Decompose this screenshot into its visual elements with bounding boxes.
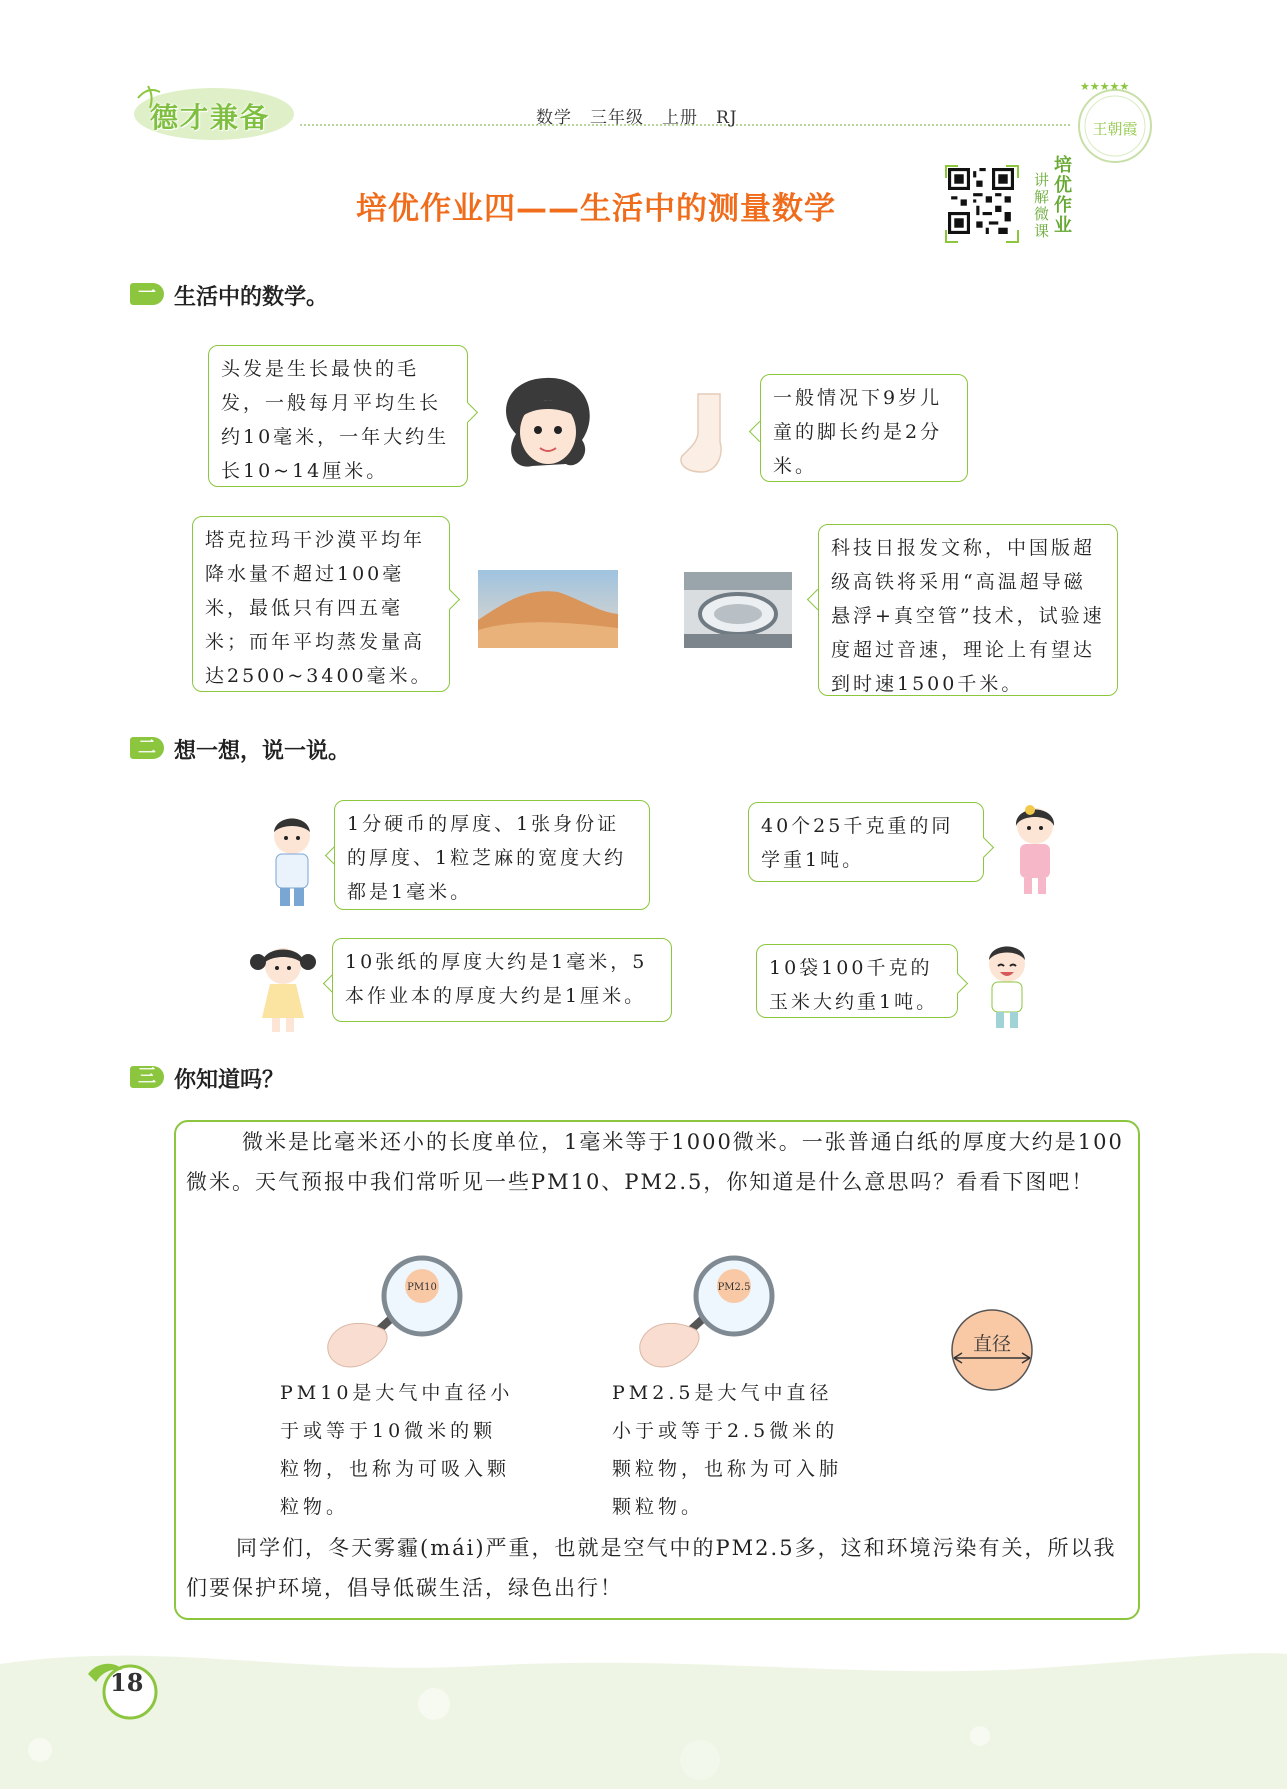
bubble-paper-thickness: 10张纸的厚度大约是1毫米，5本作业本的厚度大约是1厘米。 [332,938,672,1022]
section-2-heading: 想一想，说一说。 [174,739,351,764]
diameter-label: 直径 [972,1333,1012,1355]
girl-face-icon [496,374,600,474]
qr-label-large: 培优作业 [1054,155,1072,236]
pm10-caption: PM10是大气中直径小于或等于10微米的颗粒物，也称为可吸入颗粒物。 [280,1382,514,1518]
foot-icon [676,392,736,476]
bubble-maglev-speed: 科技日报发文称，中国版超级高铁将采用“高温超导磁悬浮+真空管”技术，试验速度超过音速，理论上有望达到时速1500千米。 [818,524,1118,696]
page-number: 18 [110,1668,144,1697]
maglev-train-photo [684,572,792,648]
micrometer-intro: 微米是比毫米还小的长度单位，1毫米等于1000微米。一张普通白纸的厚度大约是100微米。天气预报中我们常听见一些PM10、PM2.5，你知道是什么意思吗？看看下图吧！ [186,1130,1124,1194]
svg-text:★★★★★: ★★★★★ [1080,80,1130,93]
bubble-foot-length: 一般情况下9岁儿童的脚长约是2分米。 [760,374,968,482]
boy-laughing-icon [978,940,1036,1030]
page-title: 培优作业四——生活中的测量数学 [356,191,836,227]
lens-pm10-label: PM10 [407,1282,437,1293]
badge-text: 王朝霞 [1092,120,1138,138]
bubble-hair-growth: 头发是生长最快的毛发，一般每月平均生长约10毫米，一年大约生长10~14厘米。 [208,345,468,487]
girl-pigtails-icon [248,938,318,1034]
lens-pm25-label: PM2.5 [717,1282,751,1293]
diameter-diagram [948,1306,1036,1394]
section-2-number: 二 [130,737,164,759]
magnifier-pm10-icon [324,1252,474,1370]
bubble-one-millimeter: 1分硬币的厚度、1张身份证的厚度、1粒芝麻的宽度大约都是1毫米。 [334,800,650,910]
qr-label-small: 讲解微课 [1034,171,1050,240]
footer-wave-background [0,1640,1287,1789]
section-3-heading: 你知道吗？ [174,1068,285,1093]
header-subject-line: 数学 三年级 上册 RJ [536,108,738,128]
section-3-number: 三 [130,1066,164,1088]
girl-character-icon [1004,800,1066,896]
bubble-corn-weight: 10袋100千克的玉米大约重1吨。 [756,944,958,1018]
brand-logo-text: 德才兼备 [150,101,271,134]
desert-photo [478,570,618,648]
bubble-desert-rainfall: 塔克拉玛干沙漠平均年降水量不超过100毫米，最低只有四五毫米；而年平均蒸发量高达2500~3400毫米。 [192,516,450,692]
author-badge-icon [1072,80,1158,166]
section-1-number: 一 [130,283,164,305]
magnifier-pm25-icon [636,1252,786,1370]
boy-character-icon [262,812,322,908]
bubble-one-ton-students: 40个25千克重的同学重1吨。 [748,802,984,882]
section-1-heading: 生活中的数学。 [174,285,329,310]
environment-closing: 同学们，冬天雾霾(mái)严重，也就是空气中的PM2.5多，这和环境污染有关，所以我们要保护环境，倡导低碳生活，绿色出行！ [186,1536,1117,1600]
qr-code-icon[interactable] [948,168,1014,234]
pm25-caption: PM2.5是大气中直径小于或等于2.5微米的颗粒物，也称为可入肺颗粒物。 [612,1382,843,1518]
